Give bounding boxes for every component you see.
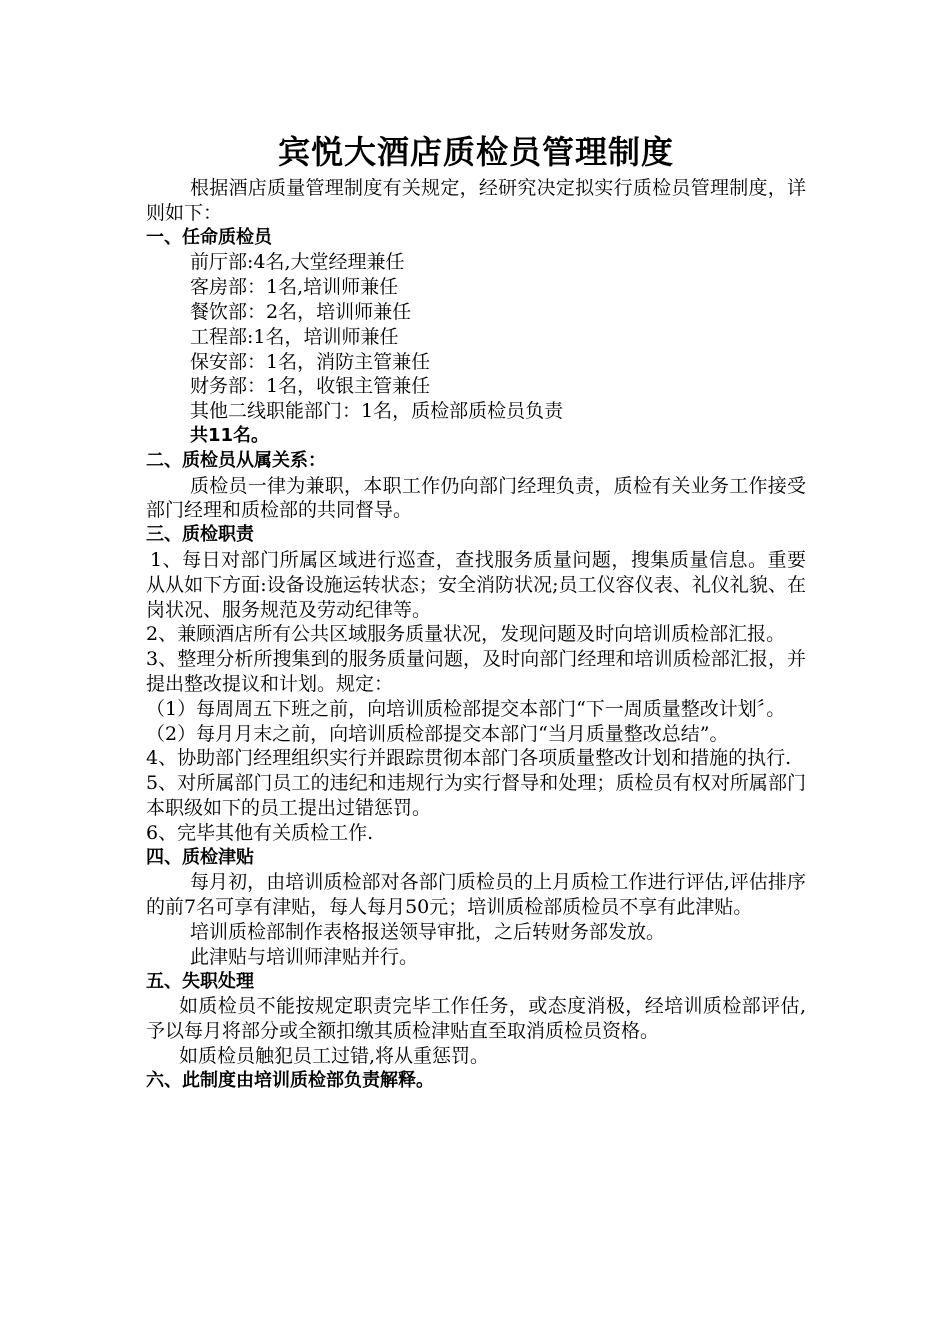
section-4-paragraph-3: 此津贴与培训师津贴并行。 <box>190 945 419 968</box>
section-1-item: 餐饮部：2名，培训师兼任 <box>190 300 412 323</box>
section-4-paragraph-1: 每月初，由培训质检部对各部门质检员的上月质检工作进行评估,评估排序的前7名可享有津贴，每人每月50元；培训质检部质检员不享有此津贴。 <box>146 871 806 919</box>
section-1-item: 其他二线职能部门：1名，质检部质检员负责 <box>190 400 564 423</box>
section-3-heading: 三、质检职责 <box>146 524 254 546</box>
intro-paragraph: 根据酒店质量管理制度有关规定，经研究决定拟实行质检员管理制度，详则如下： <box>146 177 806 224</box>
section-5-paragraph-2: 如质检员触犯员工过错,将从重惩罚。 <box>179 1044 490 1067</box>
section-1-total: 共11名。 <box>190 424 270 446</box>
section-1-item: 工程部:1名，培训师兼任 <box>190 325 399 348</box>
section-2-heading: 二、质检员从属关系： <box>146 449 326 471</box>
section-2-text: 质检员一律为兼职，本职工作仍向部门经理负责，质检有关业务工作接受部门经理和质检部的共同督导。 <box>146 474 806 522</box>
section-1-item: 前厅部:4名,大堂经理兼任 <box>190 251 405 274</box>
section-1-item: 客房部：1名,培训师兼任 <box>190 276 399 299</box>
section-1-item: 财务部：1名，收银主管兼任 <box>190 375 431 398</box>
section-3-item-2: 2、兼顾酒店所有公共区域服务质量状况，发现问题及时向培训质检部汇报。 <box>146 623 786 646</box>
section-3-item-5: 5、对所属部门员工的违纪和违规行为实行督导和处理；质检员有权对所属部门本职级如下的员工提出过错惩罚。 <box>146 772 806 819</box>
section-3-sub-1: （1）每周周五下班之前，向培训质检部提交本部门“下一周质量整改计划〞。 <box>146 697 786 720</box>
document-title: 宾悦大酒店质检员管理制度 <box>277 133 674 171</box>
section-3-sub-2: （2）每月月末之前，向培训质检部提交本部门“当月质量整改总结”。 <box>146 722 729 745</box>
section-3-item-1: 1、每日对部门所属区域进行巡查，查找服务质量问题，搜集质量信息。重要从从如下方面:设备设施运转状态；安全消防状况;员工仪容仪表、礼仪礼貌、在岗状况、服务规范及劳动纪律等。 <box>146 548 806 621</box>
section-3-item-4: 4、协助部门经理组织实行并跟踪贯彻本部门各项质量整改计划和措施的执行. <box>146 747 792 770</box>
section-4-heading: 四、质检津贴 <box>146 846 254 868</box>
section-1-item: 保安部：1名，消防主管兼任 <box>190 350 431 373</box>
section-3-item-3: 3、整理分析所搜集到的服务质量问题，及时向部门经理和培训质检部汇报，并提出整改提议和计划。规定： <box>146 648 806 695</box>
section-4-paragraph-2: 培训质检部制作表格报送领导审批，之后转财务部发放。 <box>190 920 666 943</box>
document-page <box>146 128 806 1093</box>
section-1-heading: 一、任命质检员 <box>146 226 272 248</box>
section-3-item-6: 6、完毕其他有关质检工作. <box>146 821 374 844</box>
section-6-heading: 六、此制度由培训质检部负责解释。 <box>146 1069 434 1091</box>
section-5-heading: 五、失职处理 <box>146 970 254 992</box>
section-5-paragraph-1: 如质检员不能按规定职责完毕工作任务，或态度消极，经培训质检部评估,予以每月将部分或全额扣缴其质检津贴直至取消质检员资格。 <box>146 995 806 1043</box>
